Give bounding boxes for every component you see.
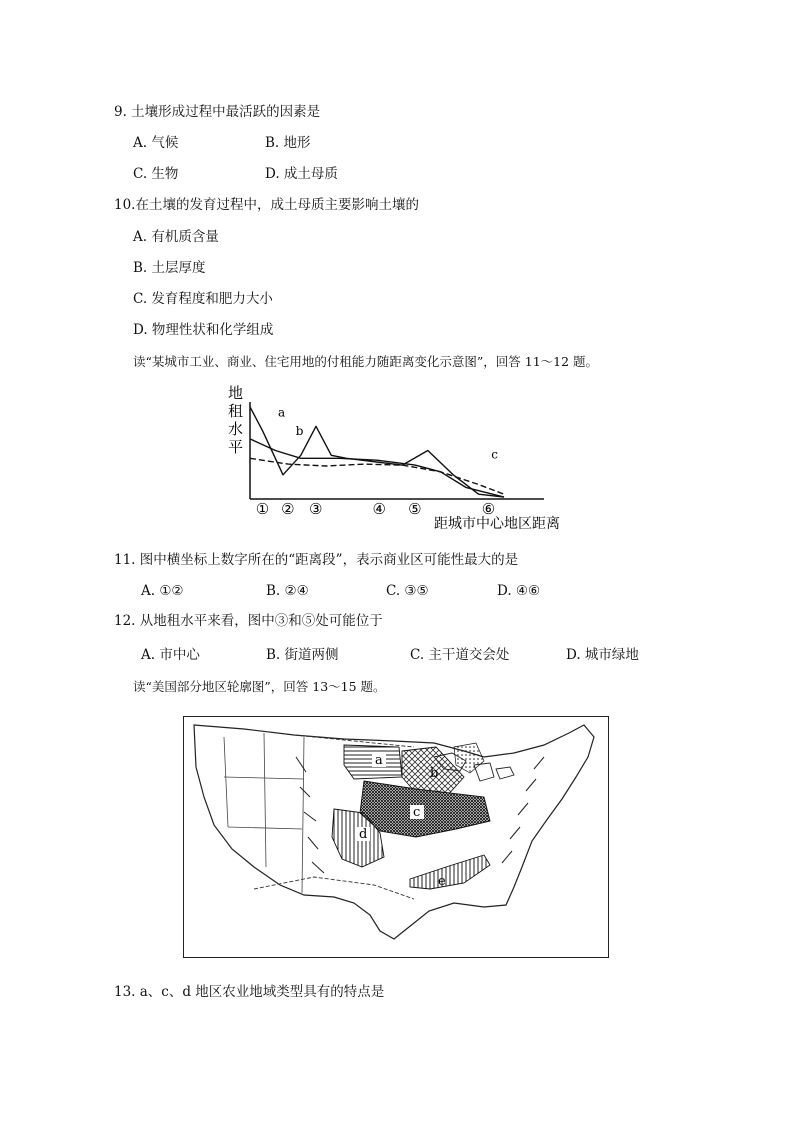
q11-stem: 11. 图中横坐标上数字所在的“距离段”，表示商业区可能性最大的是 (114, 552, 519, 568)
series-line-b (250, 439, 504, 497)
us-map-svg (184, 717, 607, 956)
x-marker-4: ④ (372, 500, 386, 518)
q11-option-d: D. ④⑥ (497, 583, 541, 599)
q9-option-d: D. 成土母质 (265, 166, 338, 182)
q12-option-b: B. 街道两侧 (266, 647, 339, 663)
q10-option-c: C. 发育程度和肥力大小 (133, 291, 273, 307)
x-marker-5: ⑤ (408, 500, 422, 518)
y-axis-label-char: 水 (228, 420, 244, 438)
q10-stem: 10.在土壤的发育过程中，成土母质主要影响土壤的 (114, 197, 419, 213)
y-axis-label-char: 平 (228, 438, 244, 456)
q9-stem: 9. 土壤形成过程中最活跃的因素是 (114, 104, 321, 120)
series-label-a: a (277, 405, 286, 420)
rent-chart (224, 382, 584, 532)
x-marker-3: ③ (309, 500, 323, 518)
series-line-a (250, 407, 504, 497)
label-a: a (375, 753, 383, 768)
map-intro: 读“美国部分地区轮廓图”，回答 13～15 题。 (133, 679, 386, 694)
border-line (254, 877, 414, 899)
y-axis-label-char: 地 (228, 384, 244, 402)
x-marker-6: ⑥ (481, 500, 496, 518)
q10-option-d: D. 物理性状和化学组成 (133, 322, 274, 338)
series-line-c (250, 458, 504, 494)
rocky-mountains (296, 757, 324, 873)
q11-option-b: B. ②④ (266, 583, 309, 599)
q12-option-a: A. 市中心 (141, 647, 200, 663)
q13-stem: 13. a、c、d 地区农业地域类型具有的特点是 (114, 984, 385, 1000)
x-axis-label: 距城市中心地区距离 (434, 516, 560, 532)
state-borders (224, 733, 304, 893)
q12-option-d: D. 城市绿地 (566, 647, 639, 663)
region-e (410, 855, 490, 889)
label-b: b (430, 766, 439, 781)
label-d: d (359, 827, 368, 842)
rent-chart-svg (224, 382, 584, 532)
q12-stem: 12. 从地租水平来看，图中③和⑤处可能位于 (114, 613, 383, 629)
q10-option-a: A. 有机质含量 (133, 229, 219, 245)
q11-option-a: A. ①② (141, 583, 184, 599)
y-axis-label-char: 租 (228, 402, 244, 420)
series-label-b: b (295, 423, 304, 438)
chart-intro: 读“某城市工业、商业、住宅用地的付租能力随距离变化示意图”，回答 11～12 题。 (133, 354, 599, 369)
x-marker-2: ② (281, 500, 295, 518)
x-marker-1: ① (255, 500, 270, 518)
q9-option-b: B. 地形 (265, 135, 311, 151)
q11-option-c: C. ③⑤ (386, 583, 429, 599)
label-e: e (438, 874, 446, 889)
us-map (183, 716, 609, 958)
q9-option-a: A. 气候 (133, 135, 179, 151)
series-label-c: c (491, 447, 499, 462)
q12-option-c: C. 主干道交会处 (410, 647, 510, 663)
q9-option-c: C. 生物 (133, 166, 179, 182)
label-c: c (413, 805, 421, 820)
q10-option-b: B. 土层厚度 (133, 260, 206, 276)
y-axis-label (228, 384, 243, 456)
